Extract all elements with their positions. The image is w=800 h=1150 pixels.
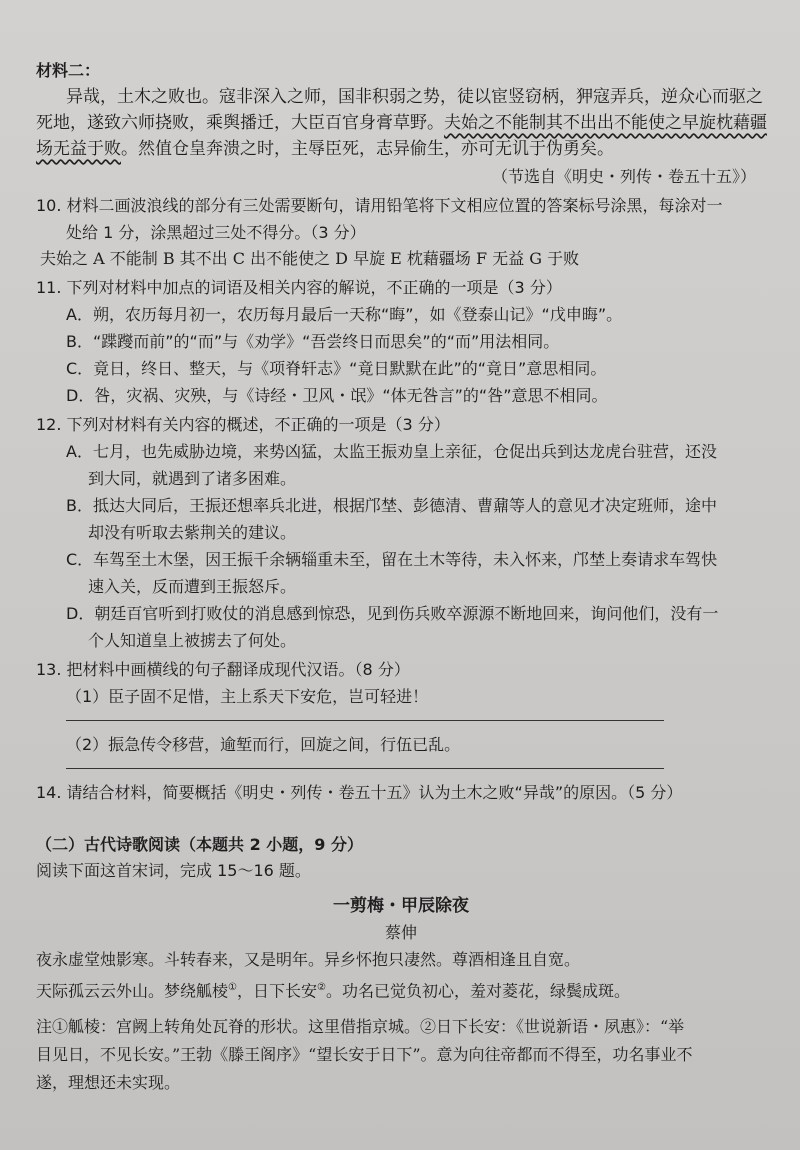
material-2-line-1: 异哉，土木之败也。寇非深入之师，国非积弱之势，徒以宦竖窃柄，狎寇弄兵，逆众心而驱之 xyxy=(66,87,763,107)
question-11-option-c: C．竟日，终日、整天，与《项脊轩志》“竟日默默在此”的“竟日”意思相同。 xyxy=(66,359,607,378)
question-13-text: 把材料中画横线的句子翻译成现代汉语。（8 分） xyxy=(66,660,410,679)
question-14-text: 请结合材料，简要概括《明史・列传・卷五十五》认为土木之败“异哉”的原因。（5 分） xyxy=(66,783,683,802)
question-11-option-a: A．朔，农历每月初一，农历每月最后一天称“晦”，如《登泰山记》“戊申晦”。 xyxy=(66,305,623,324)
material-2-line-3-text: 。然值仓皇奔溃之时，主辱臣死，志异偷生，亦可无讥于伪勇矣。 xyxy=(121,139,614,159)
note-mark-2: ② xyxy=(317,982,326,993)
note-mark-1: ① xyxy=(228,982,237,993)
wavy-underlined-text-2: 场无益于败 xyxy=(36,139,121,159)
material-2-source: （节选自《明史・列传・卷五十五》） xyxy=(491,167,756,186)
question-12-option-d: D．朝廷百官听到打败仗的消息感到惊恐，见到伤兵败卒源源不断地回来，询问他们，没有一 xyxy=(66,604,719,623)
question-12-option-b-cont: 却没有听取去紫荆关的建议。 xyxy=(88,523,297,542)
poem-line-2 xyxy=(36,974,766,1005)
section-2-intro: 阅读下面这首宋词，完成 15～16 题。 xyxy=(36,861,311,880)
answer-line-1 xyxy=(66,720,664,721)
question-10-text: 材料二画波浪线的部分有三处需要断句，请用铅笔将下文相应位置的答案标号涂黑，每涂对一 xyxy=(66,196,723,215)
material-2-line-3 xyxy=(36,136,766,162)
poem-note-2: 目见日，不见长安。”王勃《滕王阁序》“望长安于日下”。意为向往帝都而不得至，功名事业不 xyxy=(36,1045,693,1065)
question-11-number: 11. xyxy=(36,278,62,297)
question-14 xyxy=(36,779,766,806)
question-10-number: 10. xyxy=(36,196,62,215)
question-10 xyxy=(36,192,766,272)
question-11 xyxy=(36,274,766,409)
poem-line-2-part-c: 。功名已觉负初心，羞对菱花，绿鬓成斑。 xyxy=(325,981,630,1001)
question-13 xyxy=(36,656,766,769)
poem-line-2-part-b: ，日下长安 xyxy=(236,981,317,1001)
question-12-option-a-cont: 到大同，就遇到了诸多困难。 xyxy=(88,469,297,488)
material-2 xyxy=(36,58,766,192)
question-12-option-b: B．抵达大同后，王振还想率兵北进，根据邝埜、彭德清、曹鼐等人的意见才决定班师，途中 xyxy=(66,496,717,515)
section-2-heading: （二）古代诗歌阅读（本题共 2 小题，9 分） xyxy=(36,835,363,854)
poem-note-3: 遂，理想还未实现。 xyxy=(36,1073,181,1093)
question-12 xyxy=(36,411,766,654)
question-12-option-d-cont: 个人知道皇上被掳去了何处。 xyxy=(88,631,297,650)
question-13-sub-2: （2）振急传令移营，逾堑而行，回旋之间，行伍已乱。 xyxy=(66,735,461,754)
poem-title: 一剪梅・甲辰除夜 xyxy=(333,896,469,916)
question-12-option-a: A．七月，也先威胁边境，来势凶猛，太监王振劝皇上亲征，仓促出兵到达龙虎台驻营，还没 xyxy=(66,442,717,461)
question-11-text: 下列对材料中加点的词语及相关内容的解说，不正确的一项是（3 分） xyxy=(66,278,562,297)
material-2-line-2-text: 死地，遂致六师挠败，乘舆播迁，大臣百官身膏草野。 xyxy=(36,113,444,133)
answer-line-2 xyxy=(66,768,664,769)
question-11-option-d: D．咎，灾祸、灾殃，与《诗经・卫风・氓》“体无咎言”的“咎”意思不相同。 xyxy=(66,386,608,405)
material-2-line-2 xyxy=(36,110,766,136)
question-12-option-c-cont: 速入关，反而遭到王振怒斥。 xyxy=(88,577,297,596)
question-10-segmented-text: 夫始之 A 不能制 B 其不出 C 出不能使之 D 早旋 E 枕藉疆场 F 无益 G 于败 xyxy=(40,249,580,268)
poem-author: 蔡伸 xyxy=(384,923,417,942)
question-12-option-c: C．车驾至土木堡，因王振千余辆辎重未至，留在土木等待，未入怀来，邝埜上奏请求车驾快 xyxy=(66,550,718,569)
question-13-sub-1: （1）臣子固不足惜，主上系天下安危，岂可轻进！ xyxy=(66,687,429,706)
material-2-heading: 材料二： xyxy=(36,61,101,80)
wavy-underlined-text-1: 夫始之不能制其不出出不能使之早旋枕藉疆 xyxy=(444,113,767,133)
question-10-text-2: 处给 1 分，涂黑超过三处不得分。（3 分） xyxy=(66,223,366,242)
poem-line-1: 夜永虚堂烛影寒。斗转春来，又是明年。异乡怀抱只凄然。尊酒相逢且自宽。 xyxy=(36,950,581,969)
poetry-section xyxy=(36,832,766,1097)
question-14-number: 14. xyxy=(36,783,62,802)
question-12-number: 12. xyxy=(36,415,62,434)
question-11-option-b: B．“蹀躞而前”的“而”与《劝学》“吾尝终日而思矣”的“而”用法相同。 xyxy=(66,332,560,351)
question-12-text: 下列对材料有关内容的概述，不正确的一项是（3 分） xyxy=(66,415,450,434)
poem-line-2-part-a: 天际孤云云外山。梦绕觚棱 xyxy=(36,981,229,1001)
poem-note-1: 注①觚棱：宫阙上转角处瓦脊的形状。这里借指京城。②日下长安：《世说新语・夙惠》：“举 xyxy=(36,1017,685,1037)
question-13-number: 13. xyxy=(36,660,62,679)
